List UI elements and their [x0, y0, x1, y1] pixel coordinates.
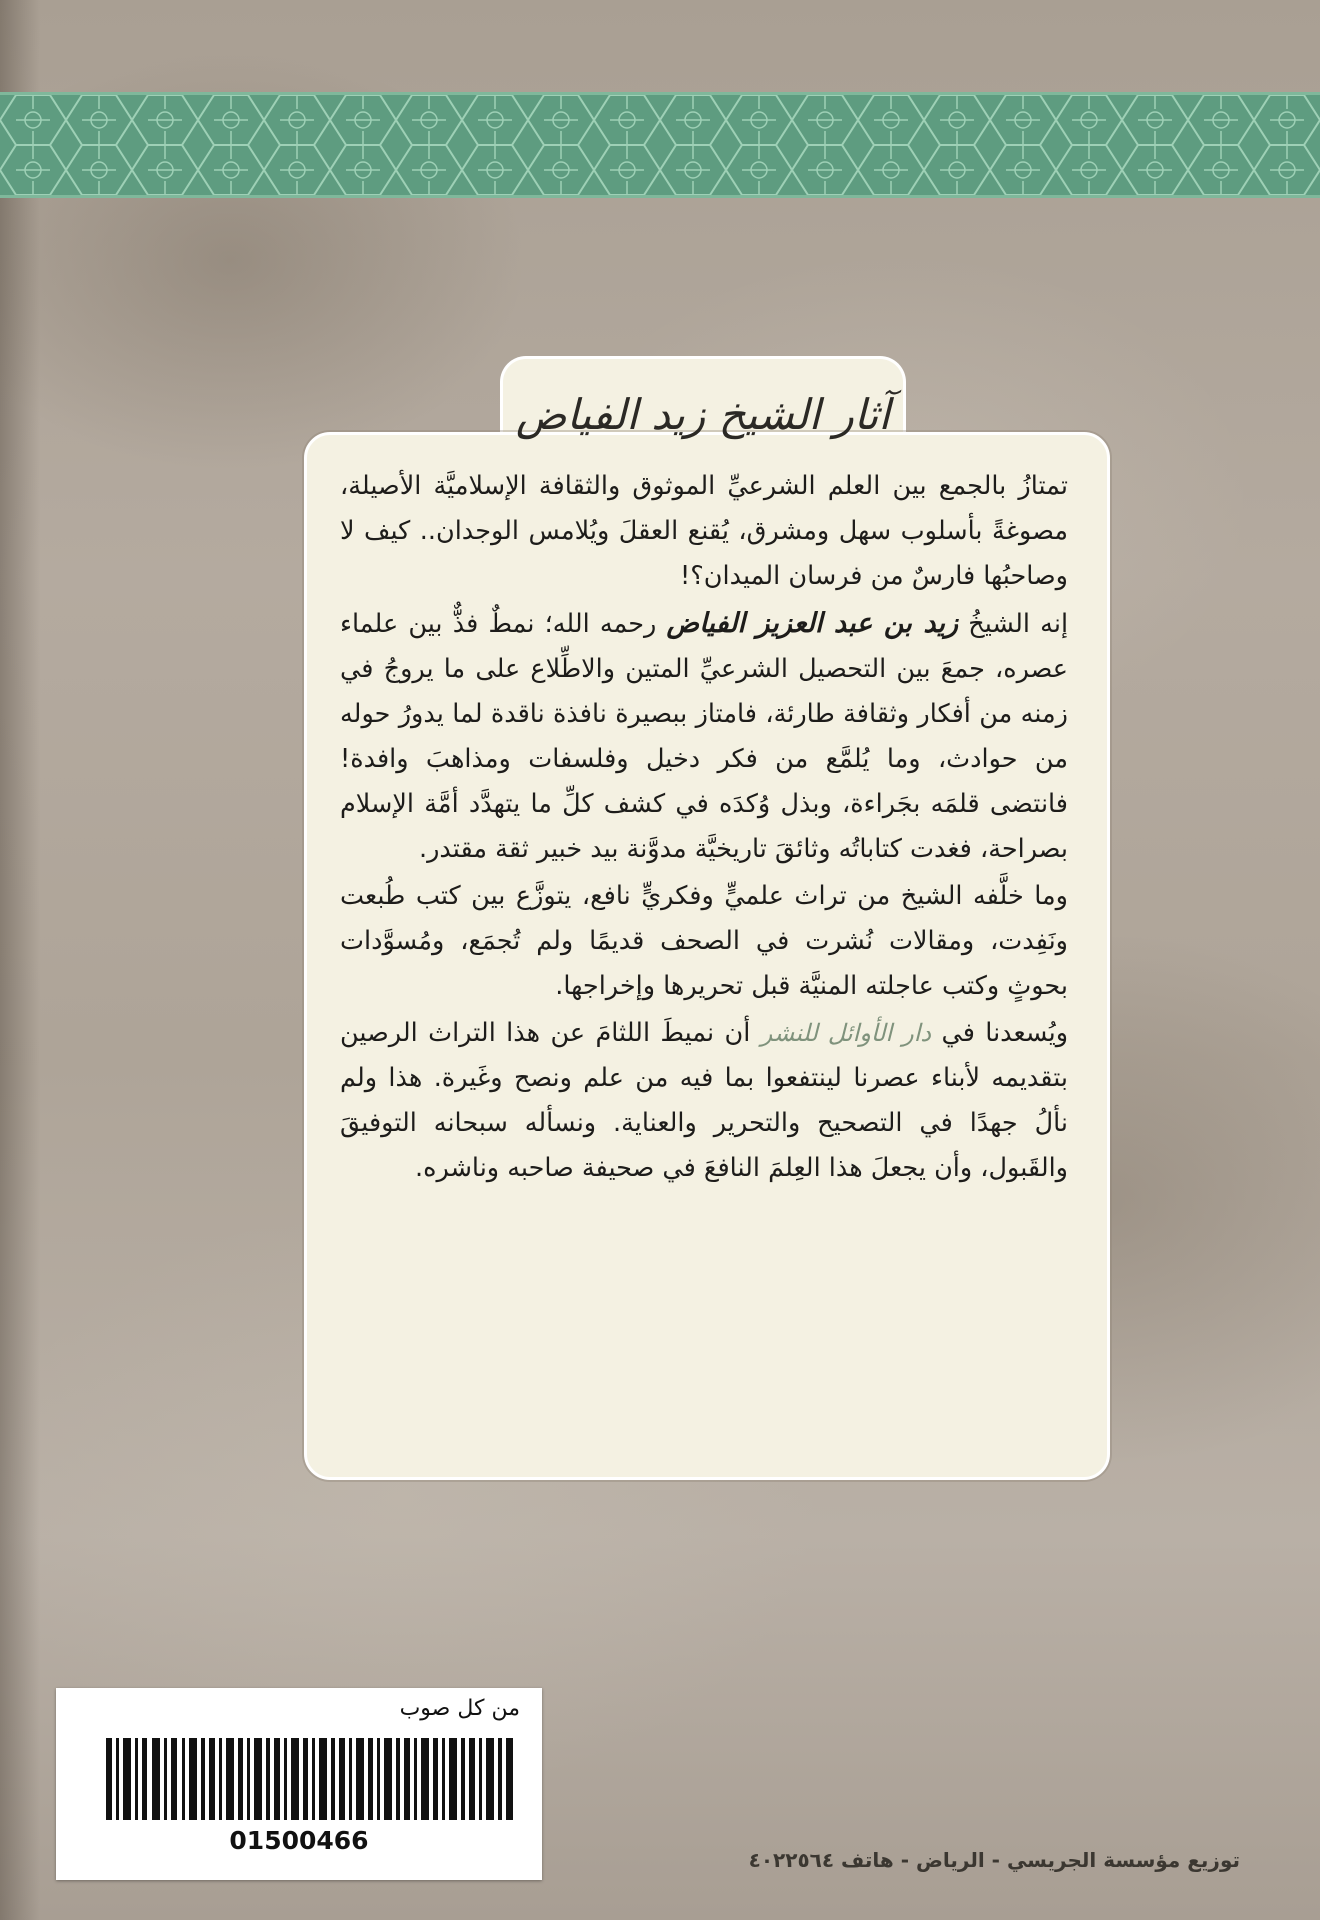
publisher-logo: دار الأوائل للنشر: [760, 1019, 932, 1047]
paragraph-publisher: [340, 1011, 1068, 1191]
series-title: آثار الشيخ زيد الفياض: [515, 390, 891, 439]
author-name-calligraphy: زيد بن عبد العزيز الفياض: [666, 608, 959, 639]
barcode-sticker: [56, 1688, 542, 1880]
paragraph-author-before: إنه الشيخُ: [968, 609, 1069, 639]
islamic-pattern-band: [0, 92, 1320, 198]
distribution-note: توزيع مؤسسة الجريسي - الرياض - هاتف ٤٠٢٢٥٦٤: [748, 1848, 1240, 1872]
barcode-icon: [106, 1738, 516, 1820]
paragraph-publisher-before: ويُسعدنا في: [941, 1018, 1069, 1048]
paragraph-intro: تمتازُ بالجمع بين العلم الشرعيِّ الموثوق والثقافة الإسلاميَّة الأصيلة، مصوغةً بأسلوب سهل ومشرق، يُقنع العقلَ ويُلامس الوجدان.. كيف لا وصاحبُها فارسٌ من فرسان الميدان؟!: [340, 471, 1068, 591]
description-text: [340, 464, 1068, 1193]
paragraph-publisher-after: أن نميطَ اللثامَ عن هذا التراث الرصين بتقديمه لأبناء عصرنا لينتفعوا بما فيه من علم ونصح وغَيرة. هذا ولم نألُ جهدًا في التصحيح والتحرير والعناية. ونسأله سبحانه التوفيقَ والقَبول، وأن يجعلَ هذا العِلمَ النافعَ في صحيفة صاحبه وناشره.: [340, 1018, 1068, 1183]
barcode-title: من كل صوب: [399, 1696, 520, 1721]
paragraph-author-after: رحمه الله؛ نمطٌ فذٌّ بين علماء عصره، جمعَ بين التحصيل الشرعيِّ المتين والاطِّلاع على ما يروجُ في زمنه من أفكار وثقافة طارئة، فامتاز ببصيرة نافذة ناقدة لما يدورُ حوله من حوادث، وما يُلمَّع من فكر دخيل وفلسفات ومذاهبَ وافدة! فانتضى قلمَه بجَراءة، وبذل وُكدَه في كشف كلِّ ما يتهدَّد أمَّة الإسلام بصراحة، فغدت كتاباتُه وثائقَ تاريخيَّة مدوَّنة بيد خبير ثقة مقتدر.: [340, 609, 1068, 864]
paragraph-legacy: وما خلَّفه الشيخ من تراث علميٍّ وفكريٍّ نافع، يتوزَّع بين كتب طُبعت ونَفِدت، ومقالات نُشرت في الصحف قديمًا ولم تُجمَع، ومُسوَّدات بحوثٍ وكتب عاجلته المنيَّة قبل تحريرها وإخراجها.: [340, 881, 1068, 1001]
barcode-number: 01500466: [229, 1826, 369, 1855]
spine-shadow: [0, 0, 40, 1920]
geometric-pattern-graphic: [0, 95, 1320, 195]
paragraph-author: [340, 601, 1068, 872]
